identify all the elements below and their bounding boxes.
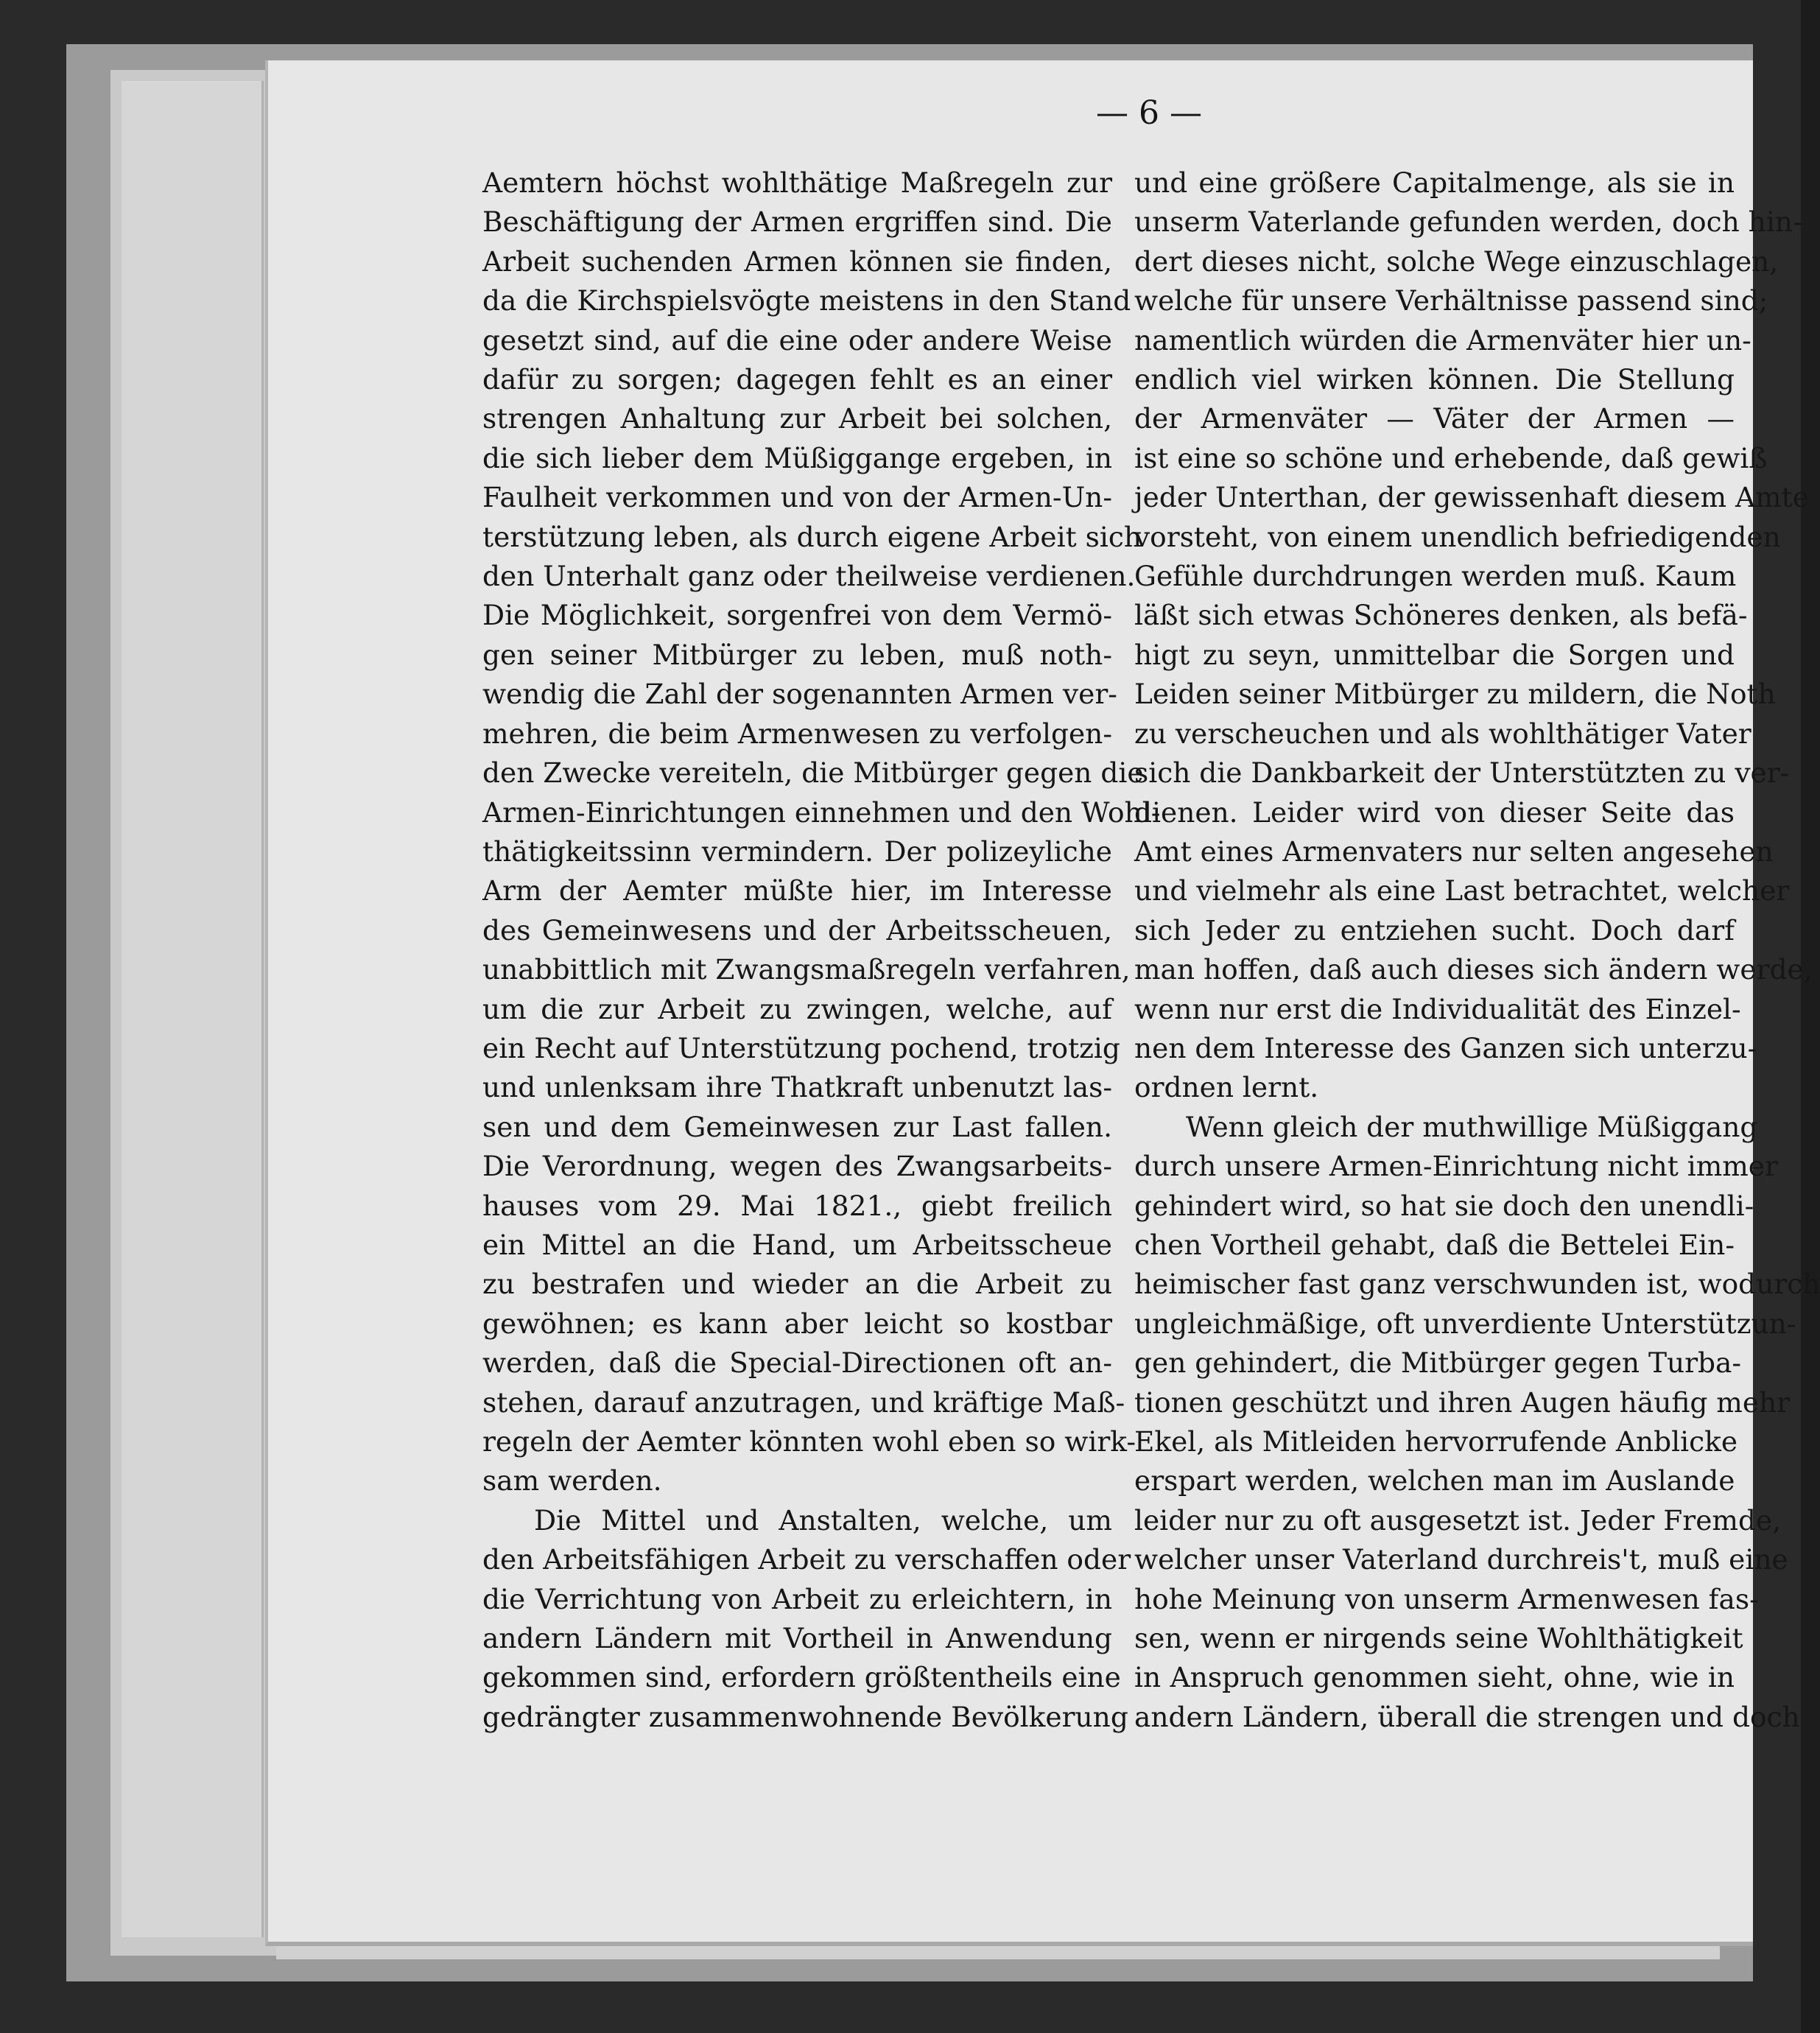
text-line: Die Möglichkeit, sorgenfrei von dem Vermö-	[482, 599, 1112, 632]
text-line: und vielmehr als eine Last betrachtet, welcher	[1134, 874, 1790, 907]
text-line: jeder Unterthan, der gewissenhaft diesem Amte	[1134, 481, 1809, 514]
text-line: mehren, die beim Armenwesen zu verfolgen-	[482, 717, 1112, 750]
text-line: in Anspruch genommen sieht, ohne, wie in	[1134, 1661, 1735, 1694]
text-line: leider nur zu oft ausgesetzt ist. Jeder Fremde,	[1134, 1503, 1782, 1537]
text-line: stehen, darauf anzutragen, und kräftige Maß-	[482, 1386, 1125, 1419]
text-line: tionen geschützt und ihren Augen häufig mehr	[1134, 1386, 1791, 1419]
text-line: andern Ländern, überall die strengen und doch	[1134, 1700, 1800, 1733]
page-number: — 6 —	[1096, 94, 1202, 132]
text-line: Die Verordnung, wegen des Zwangsarbeits-	[482, 1150, 1112, 1183]
text-line: hohe Meinung von unserm Armenwesen fas-	[1134, 1582, 1759, 1615]
text-line: sich Jeder zu entziehen sucht. Doch darf	[1134, 913, 1735, 947]
text-line: ungleichmäßige, oft unverdiente Unterstützun-	[1134, 1307, 1796, 1340]
text-line: regeln der Aemter könnten wohl eben so wirk-	[482, 1425, 1136, 1458]
text-line: endlich viel wirken können. Die Stellung	[1134, 363, 1735, 396]
left-text-column	[482, 164, 1161, 1733]
text-line: des Gemeinwesens und der Arbeitsscheuen,	[482, 913, 1112, 947]
text-line: die Verrichtung von Arbeit zu erleichtern, in	[482, 1582, 1112, 1615]
text-line: nen dem Interesse des Ganzen sich unterzu-	[1134, 1031, 1757, 1064]
text-line: Armen-Einrichtungen einnehmen und den Wohl-	[482, 796, 1161, 829]
text-line: da die Kirchspielsvögte meistens in den Stand	[482, 284, 1131, 317]
text-line: Arm der Aemter müßte hier, im Interesse	[482, 874, 1112, 907]
text-line: dert dieses nicht, solche Wege einzuschlagen,	[1134, 245, 1779, 278]
text-line: Gefühle durchdrungen werden muß. Kaum	[1134, 560, 1737, 593]
text-line: gehindert wird, so hat sie doch den unendli-	[1134, 1189, 1754, 1222]
text-line: welche für unsere Verhältnisse passend sind;	[1134, 284, 1768, 317]
text-line: namentlich würden die Armenväter hier un-	[1134, 323, 1752, 357]
text-line: ordnen lernt.	[1134, 1071, 1319, 1104]
text-line: man hoffen, daß auch dieses sich ändern werde,	[1134, 953, 1813, 986]
paragraph-start-line: Die Mittel und Anstalten, welche, um	[534, 1503, 1112, 1537]
text-line: wenn nur erst die Individualität des Einzel-	[1134, 992, 1741, 1025]
text-line: werden, daß die Special-Directionen oft an-	[482, 1346, 1112, 1380]
text-line: die sich lieber dem Müßiggange ergeben, in	[482, 441, 1112, 474]
text-line: gen gehindert, die Mitbürger gegen Turba-	[1134, 1346, 1742, 1380]
text-line: terstützung leben, als durch eigene Arbeit sich	[482, 520, 1142, 553]
facing-page-strip	[122, 81, 264, 1937]
text-line: Ekel, als Mitleiden hervorrufende Anblicke	[1134, 1425, 1738, 1458]
text-line: erspart werden, welchen man im Auslande	[1134, 1464, 1735, 1497]
text-line: sam werden.	[482, 1464, 662, 1497]
text-line: sen, wenn er nirgends seine Wohlthätigkeit	[1134, 1622, 1743, 1655]
text-line: sen und dem Gemeinwesen zur Last fallen.	[482, 1110, 1112, 1143]
text-line: läßt sich etwas Schöneres denken, als befä-	[1134, 599, 1748, 632]
text-line: den Unterhalt ganz oder theilweise verdienen.	[482, 560, 1136, 593]
text-line: heimischer fast ganz verschwunden ist, wodurch	[1134, 1268, 1820, 1301]
text-line: Beschäftigung der Armen ergriffen sind. Die	[482, 206, 1112, 239]
text-line: zu verscheuchen und als wohlthätiger Vater	[1134, 717, 1752, 750]
text-line: strengen Anhaltung zur Arbeit bei solchen,	[482, 402, 1112, 435]
text-line: vorsteht, von einem unendlich befriedigenden	[1134, 520, 1781, 553]
text-line: um die zur Arbeit zu zwingen, welche, auf	[482, 992, 1112, 1025]
text-line: ist eine so schöne und erhebende, daß gewiß	[1134, 441, 1768, 474]
text-line: gen seiner Mitbürger zu leben, muß noth-	[482, 638, 1112, 671]
text-line: Amt eines Armenvaters nur selten angesehen	[1134, 835, 1774, 868]
text-line: der Armenväter — Väter der Armen —	[1134, 402, 1735, 435]
text-line: wendig die Zahl der sogenannten Armen ver-	[482, 678, 1117, 711]
text-line: den Zwecke vereiteln, die Mitbürger gegen die	[482, 756, 1144, 790]
text-line: ein Recht auf Unterstützung pochend, trotzig	[482, 1031, 1120, 1064]
text-line: thätigkeitssinn vermindern. Der polizeyliche	[482, 835, 1112, 868]
text-line: und unlenksam ihre Thatkraft unbenutzt las-	[482, 1071, 1112, 1104]
text-line: gesetzt sind, auf die eine oder andere Weise	[482, 323, 1112, 357]
text-line: Arbeit suchenden Armen können sie finden,	[482, 245, 1112, 278]
text-line: dienen. Leider wird von dieser Seite das	[1134, 796, 1735, 829]
text-line: Faulheit verkommen und von der Armen-Un-	[482, 481, 1112, 514]
text-line: hauses vom 29. Mai 1821., giebt freilich	[482, 1189, 1112, 1222]
text-line: unserm Vaterlande gefunden werden, doch hin-	[1134, 206, 1802, 239]
right-text-column	[1134, 164, 1820, 1733]
text-line: gewöhnen; es kann aber leicht so kostbar	[482, 1307, 1112, 1340]
text-line: gekommen sind, erfordern größtentheils eine	[482, 1661, 1121, 1694]
text-line: higt zu seyn, unmittelbar die Sorgen und	[1134, 638, 1735, 671]
text-line: Leiden seiner Mitbürger zu mildern, die Noth	[1134, 678, 1776, 711]
text-line: gedrängter zusammenwohnende Bevölkerung	[482, 1700, 1128, 1733]
text-line: andern Ländern mit Vortheil in Anwendung	[482, 1622, 1112, 1655]
text-line: durch unsere Armen-Einrichtung nicht immer	[1134, 1150, 1778, 1183]
text-line: den Arbeitsfähigen Arbeit zu verschaffen oder	[482, 1543, 1131, 1576]
text-line: ein Mittel an die Hand, um Arbeitsscheue	[482, 1228, 1112, 1261]
text-line: chen Vortheil gehabt, daß die Bettelei Ein-	[1134, 1228, 1735, 1261]
page-stack-edge	[276, 1946, 1720, 1959]
paragraph-start-line: Wenn gleich der muthwillige Müßiggang	[1186, 1110, 1758, 1143]
text-line: zu bestrafen und wieder an die Arbeit zu	[482, 1268, 1112, 1301]
text-line: welcher unser Vaterland durchreis't, muß eine	[1134, 1543, 1788, 1576]
text-line: unabbittlich mit Zwangsmaßregeln verfahren,	[482, 953, 1131, 986]
text-line: Aemtern höchst wohlthätige Maßregeln zur	[482, 166, 1112, 199]
text-line: sich die Dankbarkeit der Unterstützten zu ver-	[1134, 756, 1790, 790]
text-line: dafür zu sorgen; dagegen fehlt es an einer	[482, 363, 1112, 396]
text-line: und eine größere Capitalmenge, als sie in	[1134, 166, 1735, 199]
